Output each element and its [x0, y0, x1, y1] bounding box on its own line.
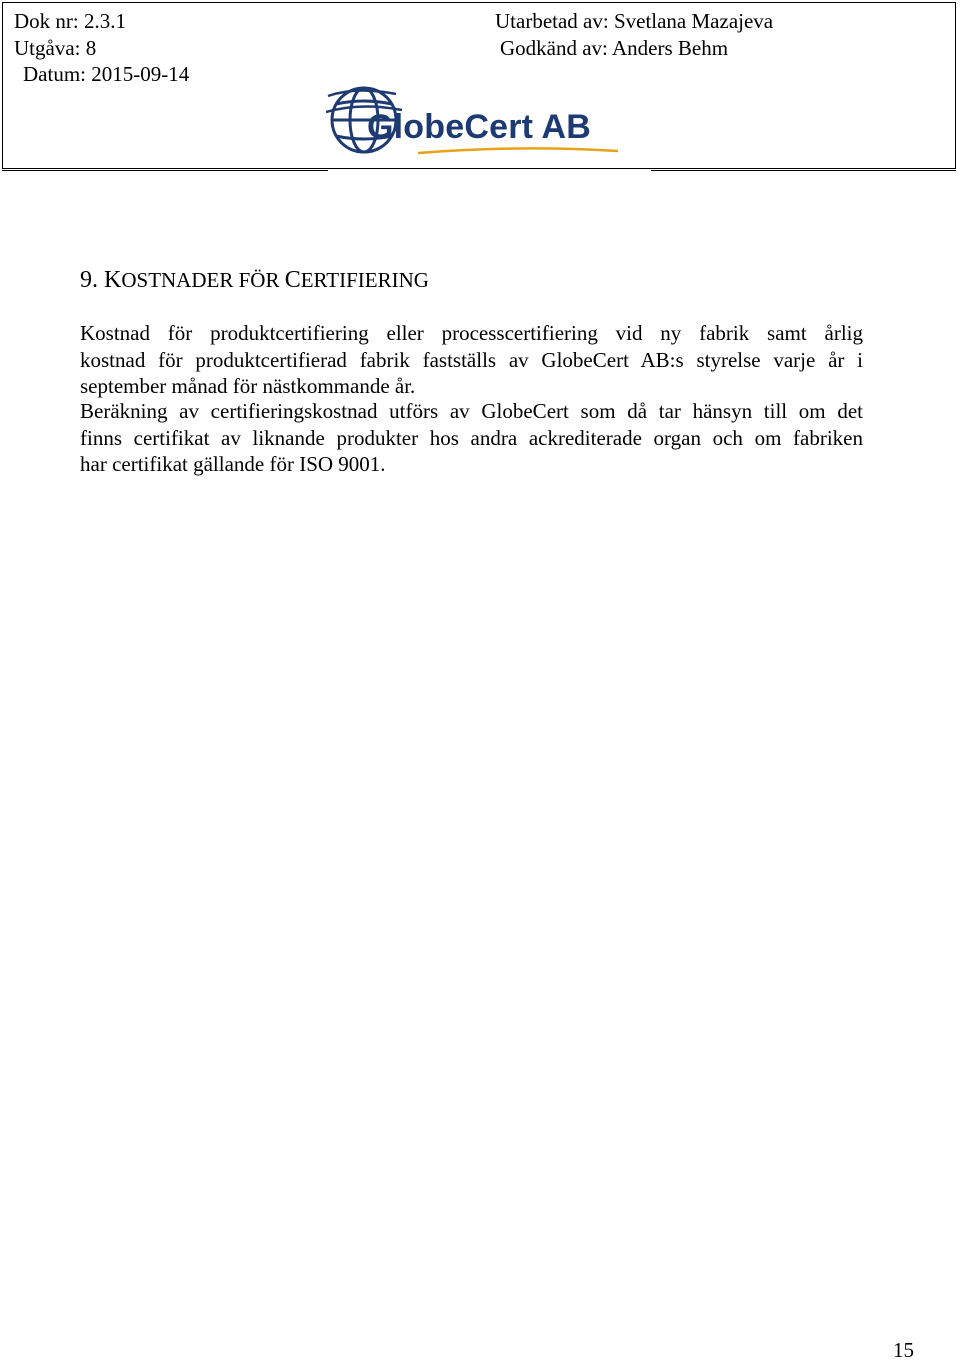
- logo-underline-swoosh: [418, 146, 618, 156]
- paragraph-line: har certifikat gällande för ISO 9001.: [80, 452, 386, 476]
- section-title-part1: OSTNADER FÖR: [121, 268, 285, 292]
- approved-by: Godkänd av: Anders Behm: [500, 36, 729, 60]
- date: Datum: 2015-09-14: [23, 62, 190, 86]
- section-heading: [80, 268, 429, 292]
- paragraph-line: kostnad för produktcertifierad fabrik fastställs av GlobeCert AB:s styrelse varje år i: [80, 347, 863, 372]
- paragraph-line: Kostnad för produktcertifiering eller processcertifiering vid ny fabrik samt årlig: [80, 321, 863, 345]
- paragraph-line: Beräkning av certifieringskostnad utförs av GlobeCert som då tar hänsyn till om det: [80, 399, 863, 423]
- section-title-initial-c: C: [284, 267, 301, 293]
- paragraph-line: finns certifikat av liknande produkter hos andra ackrediterade organ och om fabriken: [80, 425, 863, 450]
- section-title-part2: ERTIFIERING: [300, 268, 429, 292]
- section-title-initial-k: K: [104, 267, 122, 293]
- paragraph-line: september månad för nästkommande år.: [80, 374, 416, 398]
- section-number: 9.: [80, 267, 98, 293]
- edition: Utgåva: 8: [14, 36, 97, 60]
- paragraph-calculation: [80, 398, 863, 478]
- doc-number: Dok nr: 2.3.1: [14, 9, 126, 33]
- prepared-by: Utarbetad av: Svetlana Mazajeva: [495, 9, 774, 33]
- header-divider-left: [2, 170, 328, 171]
- header-divider-right: [651, 170, 956, 171]
- logo-wordmark: GlobeCert AB: [367, 108, 592, 146]
- globecert-logo: [326, 84, 631, 158]
- page-number: 15: [893, 1338, 914, 1362]
- paragraph-cost: [80, 320, 863, 400]
